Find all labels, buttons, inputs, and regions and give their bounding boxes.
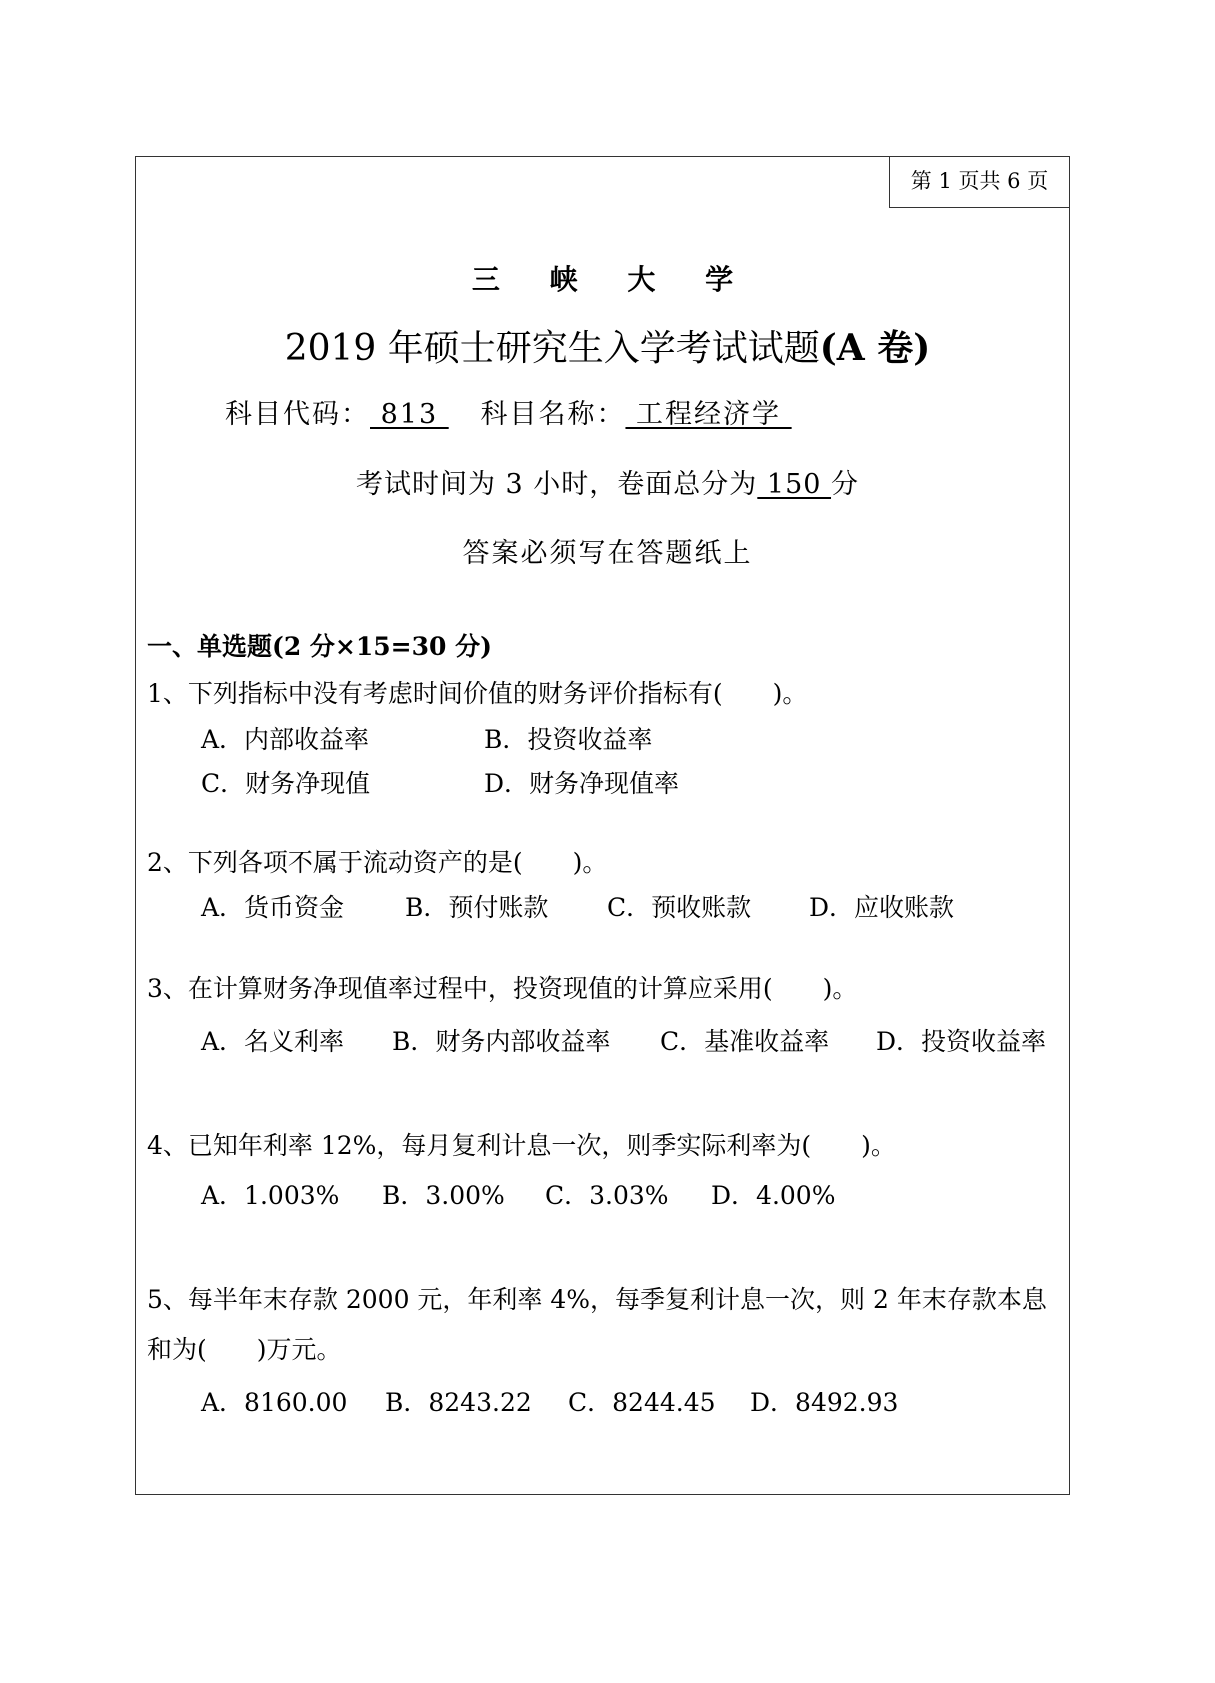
question-5: 5、每半年末存款 2000 元，年利率 4%，每季复利计息一次，则 2 年末存款本息 [147,1285,1047,1314]
option: B．8243.22 [385,1388,532,1417]
option: A．8160.00 [201,1388,348,1417]
option: A．内部收益率 [201,725,370,754]
option: A．名义利率 [201,1027,345,1056]
option: C．3.03% [545,1181,669,1210]
option: D．应收账款 [809,893,955,922]
total-score: 150 [757,469,832,500]
university-name: 三 峡 大 学 [471,263,744,296]
option: D．4.00% [711,1181,836,1210]
score-unit: 分 [831,469,860,500]
section-heading: 一、单选题(2 分×15=30 分) [147,632,492,661]
option: A．1.003% [201,1181,340,1210]
option: C．预收账款 [607,893,752,922]
subject-name-label: 科目名称： [480,399,626,430]
question-4: 4、已知年利率 12%，每月复利计息一次，则季实际利率为( )。 [147,1131,896,1160]
time-line [0,470,1215,500]
option: B．3.00% [382,1181,505,1210]
option: D．8492.93 [750,1388,899,1417]
question-1: 1、下列指标中没有考虑时间价值的财务评价指标有( )。 [147,679,808,708]
title-text: 2019 年硕士研究生入学考试试题 [284,328,820,369]
subject-code-label: 科目代码： [225,399,370,430]
option: A．货币资金 [201,893,345,922]
title-suffix: (A 卷) [819,327,931,369]
option: B．投资收益率 [484,725,653,754]
question-5-cont: 和为( )万元。 [147,1335,342,1364]
subject-line [225,400,792,430]
page-indicator: 第 1 页共 6 页 [889,156,1069,208]
answer-note: 答案必须写在答题纸上 [462,538,753,569]
option: C．财务净现值 [201,769,371,798]
question-3: 3、在计算财务净现值率过程中，投资现值的计算应采用( )。 [147,974,858,1003]
time-text: 考试时间为 3 小时，卷面总分为 [355,469,758,500]
option: C．基准收益率 [660,1027,830,1056]
subject-code: 813 [370,399,449,430]
question-2: 2、下列各项不属于流动资产的是( )。 [147,848,608,877]
exam-title [0,328,1215,369]
option: B．预付账款 [405,893,549,922]
option: B．财务内部收益率 [392,1027,611,1056]
option: D．投资收益率 [876,1027,1047,1056]
option: C．8244.45 [568,1388,716,1417]
subject-name: 工程经济学 [625,399,792,430]
option: D．财务净现值率 [484,769,680,798]
